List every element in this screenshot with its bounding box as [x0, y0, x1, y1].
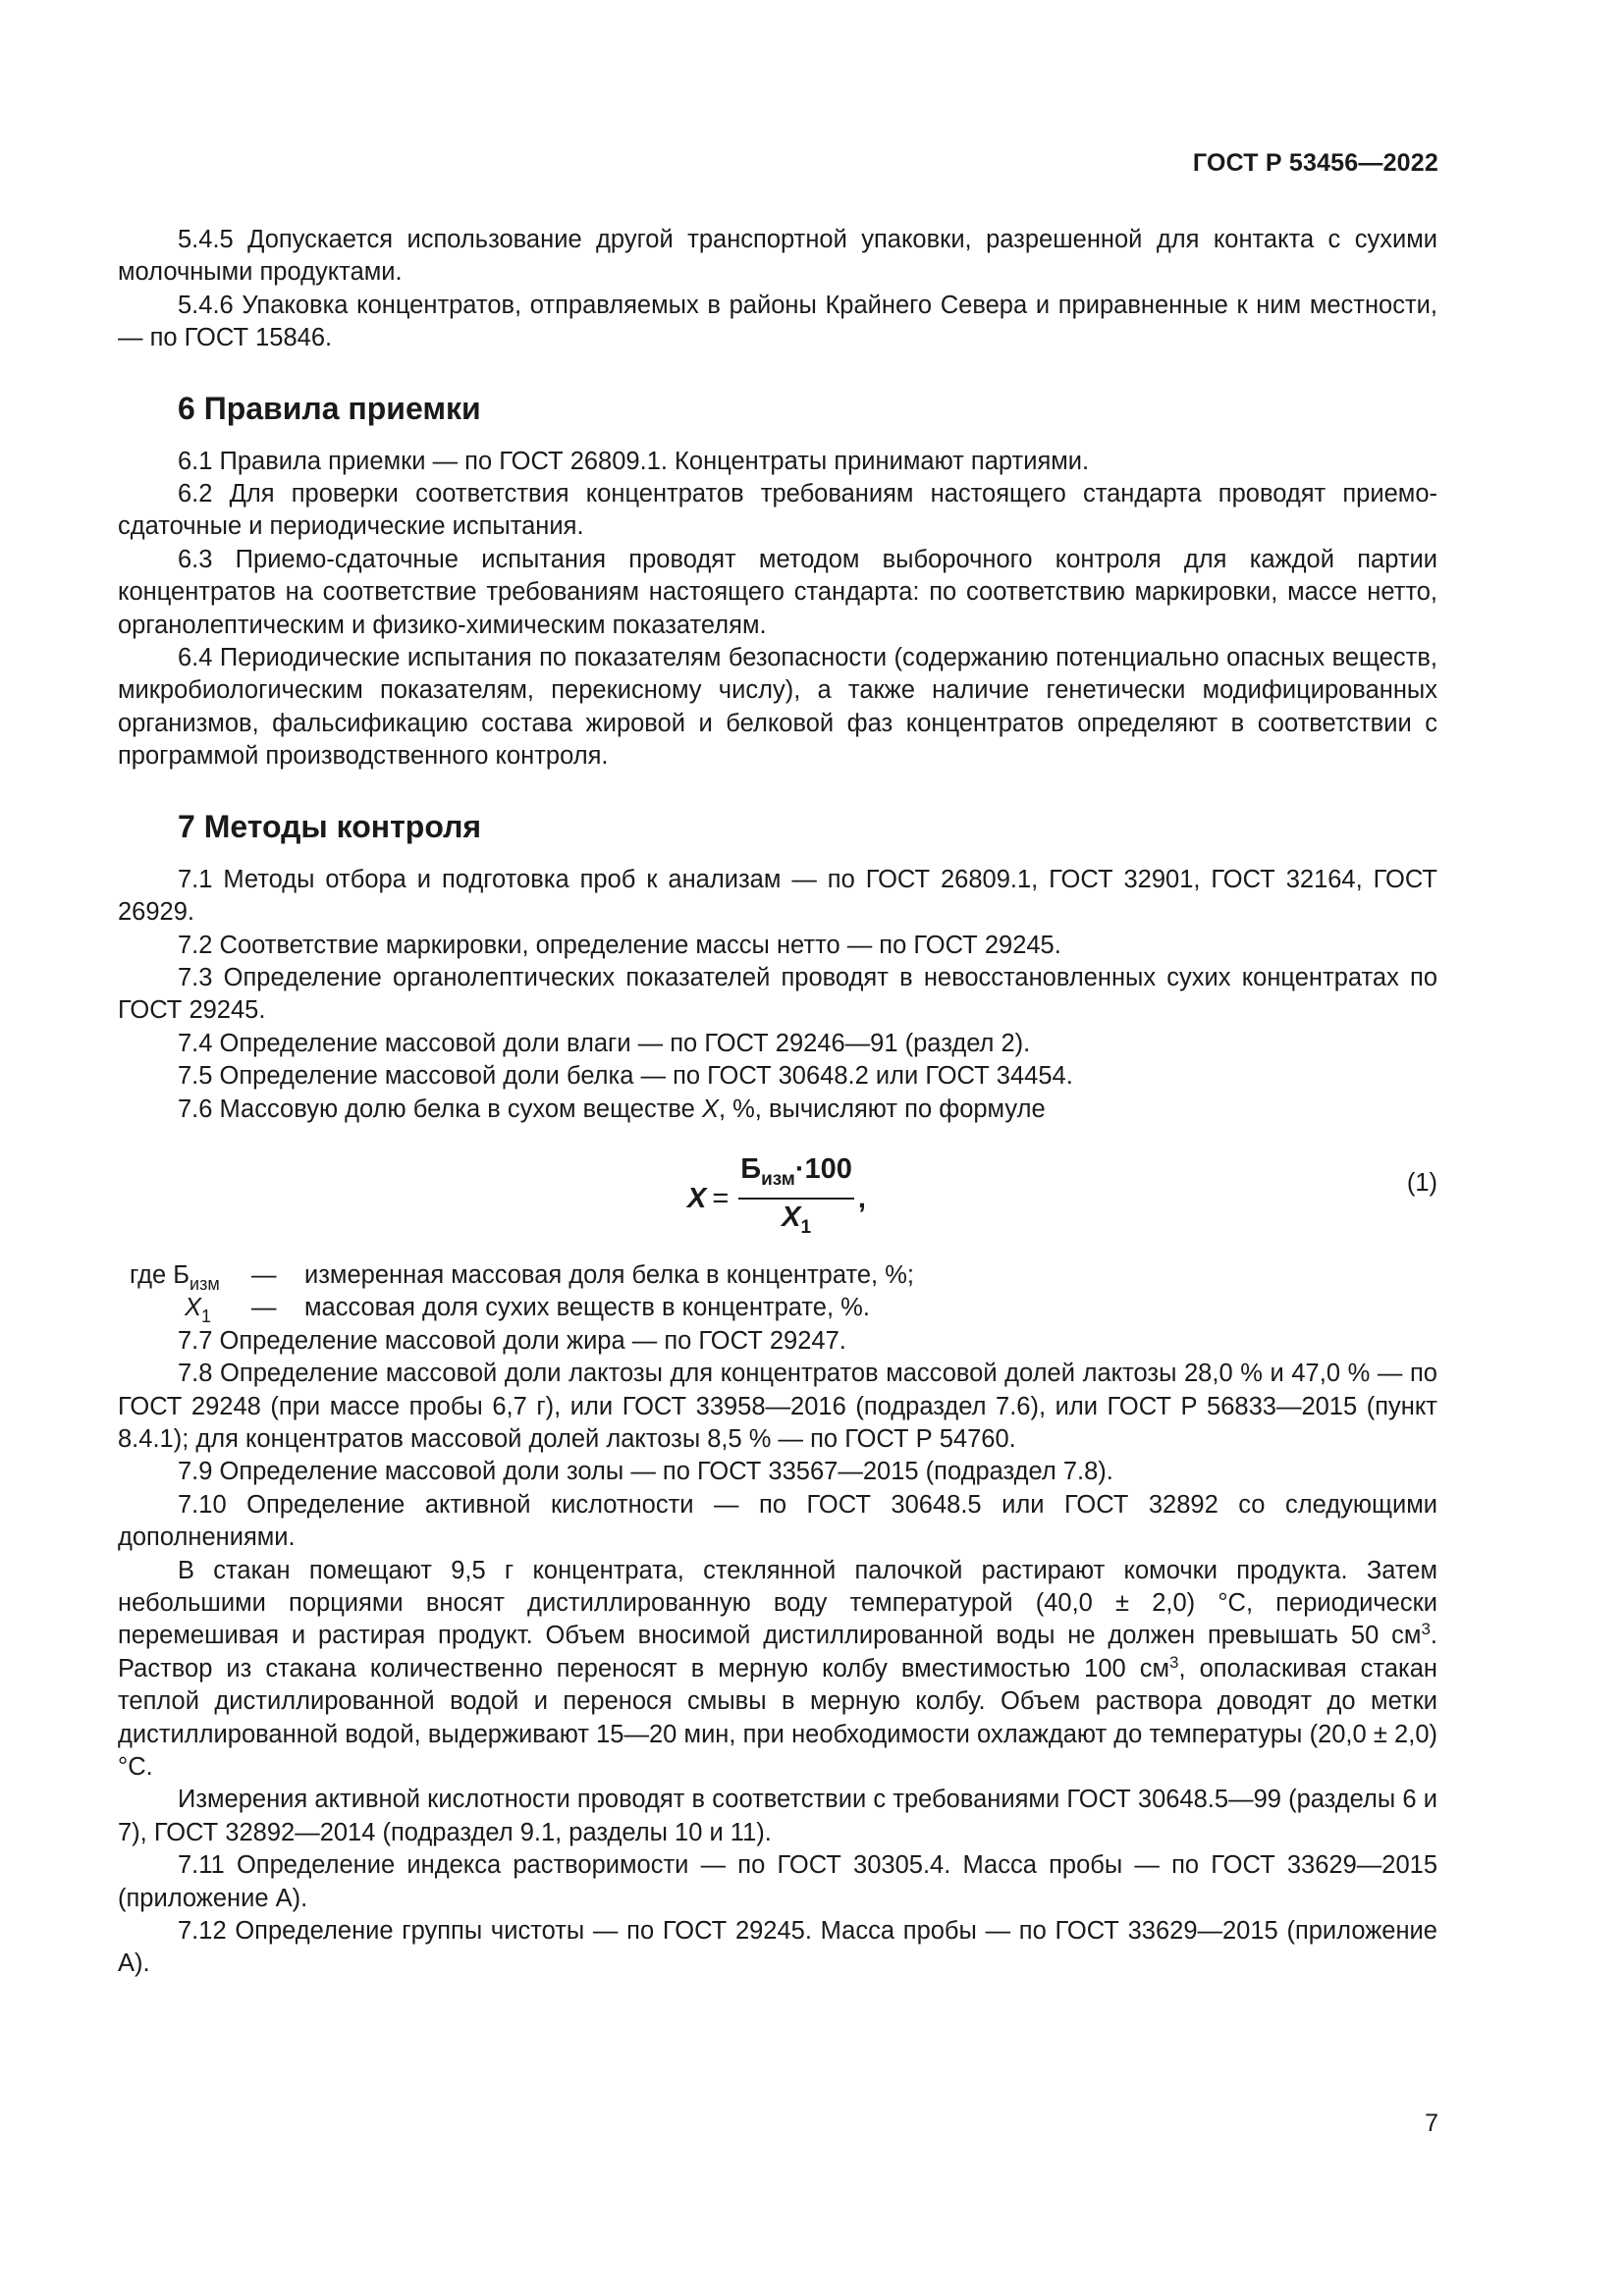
- legend-row-x1: [118, 1292, 1437, 1327]
- paragraph-7-1: 7.1 Методы отбора и подготовка проб к анализам — по ГОСТ 26809.1, ГОСТ 32901, ГОСТ 32164, ГОСТ 26929.: [118, 865, 1437, 927]
- formula-numerator: $Б_{изм}\cdot 100$: [738, 1153, 854, 1200]
- paragraph-7-5: 7.5 Определение массовой доли белка — по ГОСТ 30648.2 или ГОСТ 34454.: [178, 1062, 1073, 1091]
- paragraph-6-4: 6.4 Периодические испытания по показателям безопасности (содержанию потенциально опасных веществ, микробиологическим показателям, перекисному числу), а также наличие генетически модифицированных организмов, фальсификацию состава жировой и белковой фаз концентратов определяют в соответствии с программой производственного контроля.: [118, 644, 1437, 771]
- variable-x: X: [701, 1095, 719, 1123]
- section-7-title: 7 Методы контроля: [178, 808, 482, 844]
- paragraph-7-9: 7.9 Определение массовой доли золы — по ГОСТ 33567—2015 (подраздел 7.8).: [178, 1458, 1113, 1486]
- formula-comma: ,: [857, 1182, 866, 1214]
- formula-denominator: $X_1$: [782, 1201, 812, 1239]
- formula-equals: =: [712, 1182, 730, 1214]
- paragraph-7-8: 7.8 Определение массовой доли лактозы для концентратов массовой долей лактозы 28,0 % и 47,0 % — по ГОСТ 29248 (при массе пробы 6,7 г), или ГОСТ 33958—2016 (подраздел 7.6), или ГОСТ Р 56833—2015 (пункт 8.4.1); для концентратов массовой долей лактозы 8,5 % — по ГОСТ Р 54760.: [118, 1360, 1437, 1453]
- document-body: [118, 224, 1437, 1981]
- formula-expression: [687, 1153, 866, 1245]
- paragraph-5-4-5: 5.4.5 Допускается использование другой транспортной упаковки, разрешенной для контакта с сухими молочными продуктами.: [118, 226, 1437, 287]
- paragraph-6-2: 6.2 Для проверки соответствия концентратов требованиям настоящего стандарта проводят приемо-сдаточные и периодические испытания.: [118, 480, 1437, 541]
- paragraph-glass-procedure: В стакан помещают 9,5 г концентрата, стеклянной палочкой растирают комочки продукта. Затем небольшими порциями вносят дистиллированную воду температурой (40,0 ± 2,0) °С, периодически перемешивая и растирая продукт. Объем вносимой дистиллированной воды не должен превышать 50 $см^3$. Раствор из стакана количественно переносят в мерную колбу вместимостью 100 $см^3$, ополаскивая стакан теплой дистиллированной водой и перенося смывы в мерную колбу. Объем раствора доводят до метки дистиллированной водой, выдерживают 15—20 мин, при необходимости охлаждают до температуры (20,0 ± 2,0) °С.: [118, 1556, 1437, 1781]
- legend-text: измеренная массовая доля белка в концентрате, %;: [304, 1260, 914, 1289]
- paragraph-6-3: 6.3 Приемо-сдаточные испытания проводят методом выборочного контроля для каждой партии концентратов на соответствие требованиям настоящего стандарта: по соответствию маркировки, массе нетто, органолептическим и физико-химическим показателям.: [118, 545, 1437, 639]
- paragraph-7-6: 7.6 Массовую долю белка в сухом веществе X, %, вычисляют по формуле: [178, 1095, 1046, 1123]
- paragraph-acidity-measurement: Измерения активной кислотности проводят в соответствии с требованиями ГОСТ 30648.5—99 (разделы 6 и 7), ГОСТ 32892—2014 (подраздел 9.1, разделы 10 и 11).: [118, 1786, 1437, 1846]
- legend-symbol: где $Б_{изм}$: [130, 1260, 220, 1294]
- legend-row-b-izm: [118, 1259, 1437, 1292]
- document-header: ГОСТ Р 53456—2022: [1192, 149, 1438, 177]
- formula-fraction: [738, 1153, 854, 1245]
- paragraph-7-4: 7.4 Определение массовой доли влаги — по ГОСТ 29246—91 (раздел 2).: [178, 1029, 1031, 1057]
- formula-1: [118, 1146, 1437, 1239]
- formula-number: (1): [1406, 1168, 1437, 1197]
- paragraph-7-10: 7.10 Определение активной кислотности — по ГОСТ 30648.5 или ГОСТ 32892 со следующими дополнениями.: [118, 1490, 1437, 1552]
- paragraph-6-1: 6.1 Правила приемки — по ГОСТ 26809.1. Концентраты принимают партиями.: [178, 447, 1090, 475]
- paragraph-7-11: 7.11 Определение индекса растворимости — по ГОСТ 30305.4. Масса пробы — по ГОСТ 33629—2015 (приложение А).: [118, 1851, 1437, 1912]
- paragraph-5-4-6: 5.4.6 Упаковка концентратов, отправляемых в районы Крайнего Севера и приравненные к ним местности, — по ГОСТ 15846.: [118, 291, 1437, 352]
- paragraph-7-7: 7.7 Определение массовой доли жира — по ГОСТ 29247.: [178, 1326, 846, 1355]
- page-number: 7: [1425, 2109, 1438, 2137]
- legend-text: массовая доля сухих веществ в концентрате, %.: [304, 1294, 870, 1322]
- paragraph-7-2: 7.2 Соответствие маркировки, определение массы нетто — по ГОСТ 29245.: [178, 931, 1061, 959]
- paragraph-7-12: 7.12 Определение группы чистоты — по ГОСТ 29245. Масса пробы — по ГОСТ 33629—2015 (приложение А).: [118, 1917, 1437, 1978]
- section-6-title: 6 Правила приемки: [178, 390, 481, 426]
- legend-symbol: $X_1$: [185, 1294, 212, 1327]
- formula-lhs: X: [687, 1182, 707, 1214]
- paragraph-7-3: 7.3 Определение органолептических показателей проводят в невосстановленных сухих концентратах по ГОСТ 29245.: [118, 963, 1437, 1025]
- legend-dash: —: [251, 1294, 277, 1322]
- legend-dash: —: [251, 1260, 277, 1289]
